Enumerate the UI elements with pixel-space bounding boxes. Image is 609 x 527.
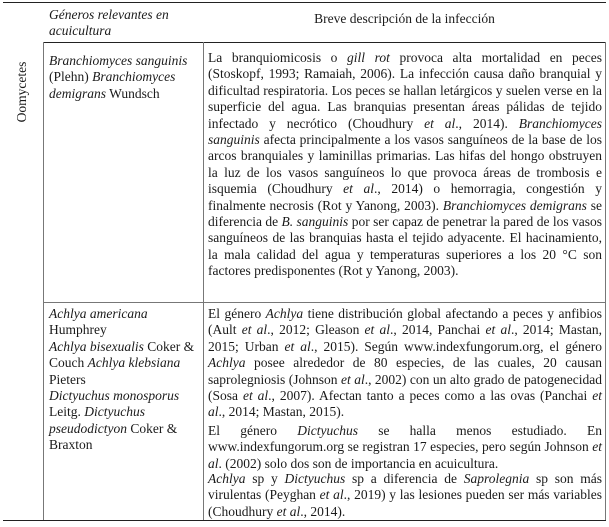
text-run: ., 2014; Mastan, 2015). [218, 404, 345, 420]
text-run: . (2002) solo dos son de importancia en acuicultura. [218, 455, 499, 471]
text-run: gill rot [347, 50, 390, 65]
header-rule [43, 42, 606, 43]
text-run: tiene distribución global afectando a peces y anfibios (Ault [208, 306, 602, 338]
infection-table [3, 2, 606, 521]
text-run: et al [319, 487, 344, 503]
text-run: ., 2019) y las lesiones pueden ser más variables (Choudhury [208, 487, 603, 519]
text-run: se halla menos estudiado. En www.indexfungorum.org se registran 17 especies, pero según Johnson [208, 423, 602, 455]
text-run: et al [276, 503, 301, 519]
text-run: ., 2014; Mastan, 2015; Urban [208, 322, 602, 354]
genus-cell-achlya-dictyuchus [49, 306, 199, 454]
text-run: La branquiomicosis o [208, 50, 348, 65]
text-run: ., 2012; Gleason [267, 322, 365, 338]
genus-author: Coker & Couch [49, 338, 195, 371]
text-run: Branchiomyces sanguinis [208, 115, 602, 148]
genus-name: Dictyuchus monosporus [49, 388, 180, 404]
text-run: ., 2007). Afectan tanto a peces como a las ovas (Panchai [268, 388, 593, 404]
text-run: ., 2014). [455, 115, 519, 131]
text-run: ., 2014) o hemorragia, congestión y finalmente necrosis (Rot y Yanong, 2003). [208, 181, 602, 213]
text-run: posee alrededor de 80 especies, de las cuales, 20 causan saprolegniosis (Johnson [208, 355, 602, 387]
text-run: et al [242, 388, 269, 404]
text-run: et al [343, 181, 374, 197]
text-run: ., 2014). [300, 503, 346, 519]
genus-cell-branchiomyces [49, 53, 199, 102]
text-run: se diferencia de [208, 197, 602, 230]
genus-name: Branchiomyces demigrans [49, 69, 176, 101]
group-label-cell [5, 49, 39, 135]
text-run: et al [424, 115, 456, 131]
genus-name: Branchiomyces sanguinis [49, 53, 188, 68]
text-run: ., 2014, Panchai [390, 322, 486, 338]
text-run: por ser capaz de penetrar la pared de los vasos sanguíneos de las branquias hasta el tejido adyacente. El hacinamiento, la mala calidad del agua y temperaturas superiores a los 20 °C son factores predisponentes (Rot y Yanong, 2003). [208, 214, 602, 279]
text-run: et al [364, 322, 390, 338]
column-divider-middle [203, 42, 204, 520]
text-run: et al [284, 338, 311, 354]
text-run: sp a diferencia de [345, 471, 464, 486]
description-cell-branchiomyces [208, 50, 602, 280]
text-run: Saprolegnia [463, 471, 530, 486]
text-run: sp son más virulentas (Peyghan [208, 471, 603, 503]
text-run: Dictyuchus [297, 423, 358, 438]
row-separator [43, 302, 606, 303]
column-divider-right [605, 42, 606, 520]
description-paragraph [208, 471, 602, 520]
text-run: Dictyuchus [284, 471, 346, 486]
text-run: et al [208, 439, 602, 471]
text-run: et al [485, 322, 511, 338]
genus-author: Coker & Braxton [49, 420, 178, 453]
text-run: Achlya [265, 306, 304, 321]
text-run: et al [241, 322, 268, 338]
text-run: Branchiomyces demigrans [442, 197, 587, 213]
text-run: Achlya [208, 355, 246, 371]
header-genus-column: Géneros relevantes en acuicultura [49, 7, 169, 38]
genus-author: Leitg. [49, 404, 85, 420]
genus-name: Achlya americana [49, 306, 148, 321]
text-run: ., 2002) con un alto grado de patogenecidad (Sosa [208, 371, 603, 404]
genus-name: Achlya klebsiana [87, 355, 181, 371]
description-paragraph [208, 423, 602, 472]
header-description-column: Breve descripción de la infección [314, 11, 495, 26]
text-run: et al [340, 371, 365, 387]
description-paragraph [208, 50, 602, 280]
text-run: provoca alta mortalidad en peces (Stoskopf, 1993; Ramaiah, 2006). La infección causa daño branquial y dificultad respiratoria. Los peces se hallan letárgicos y suelen verse en la superficie del agua. Las branquias presentan áreas pálidas de tejido infectado y necrótico (Choudhury [208, 50, 603, 131]
description-paragraph [208, 306, 602, 421]
genus-author: Pieters [49, 371, 86, 387]
genus-name: Dictyuchus pseudodictyon [49, 404, 145, 436]
column-divider-left [43, 42, 44, 520]
text-run: El género [208, 306, 266, 321]
genus-author: Wundsch [106, 85, 160, 101]
text-run: El género [208, 423, 298, 438]
description-cell-dictyuchus [208, 423, 602, 472]
text-run: ., 2015). Según www.indexfungorum.org, el género [310, 338, 602, 354]
genus-name: Achlya bisexualis [49, 338, 144, 354]
text-run: Achlya [208, 471, 246, 486]
text-run: et al [208, 388, 602, 420]
text-run: afecta principalmente a los vasos sanguíneos de la base de los arcos branquiales y laminillas primarias. Las hifas del hongo obstruyen la luz de los vasos sanguíneos lo que provoca áreas de trombosis e isquemia (Choudhury [208, 132, 602, 197]
genus-author: Humphrey [49, 322, 107, 338]
text-run: sp y [245, 471, 285, 486]
group-label: Oomycetes [14, 61, 29, 123]
description-cell-achlya [208, 306, 602, 421]
text-run: B. sanguinis [281, 214, 349, 230]
description-cell-virulence [208, 471, 602, 520]
genus-author: (Plehn) [49, 69, 93, 85]
